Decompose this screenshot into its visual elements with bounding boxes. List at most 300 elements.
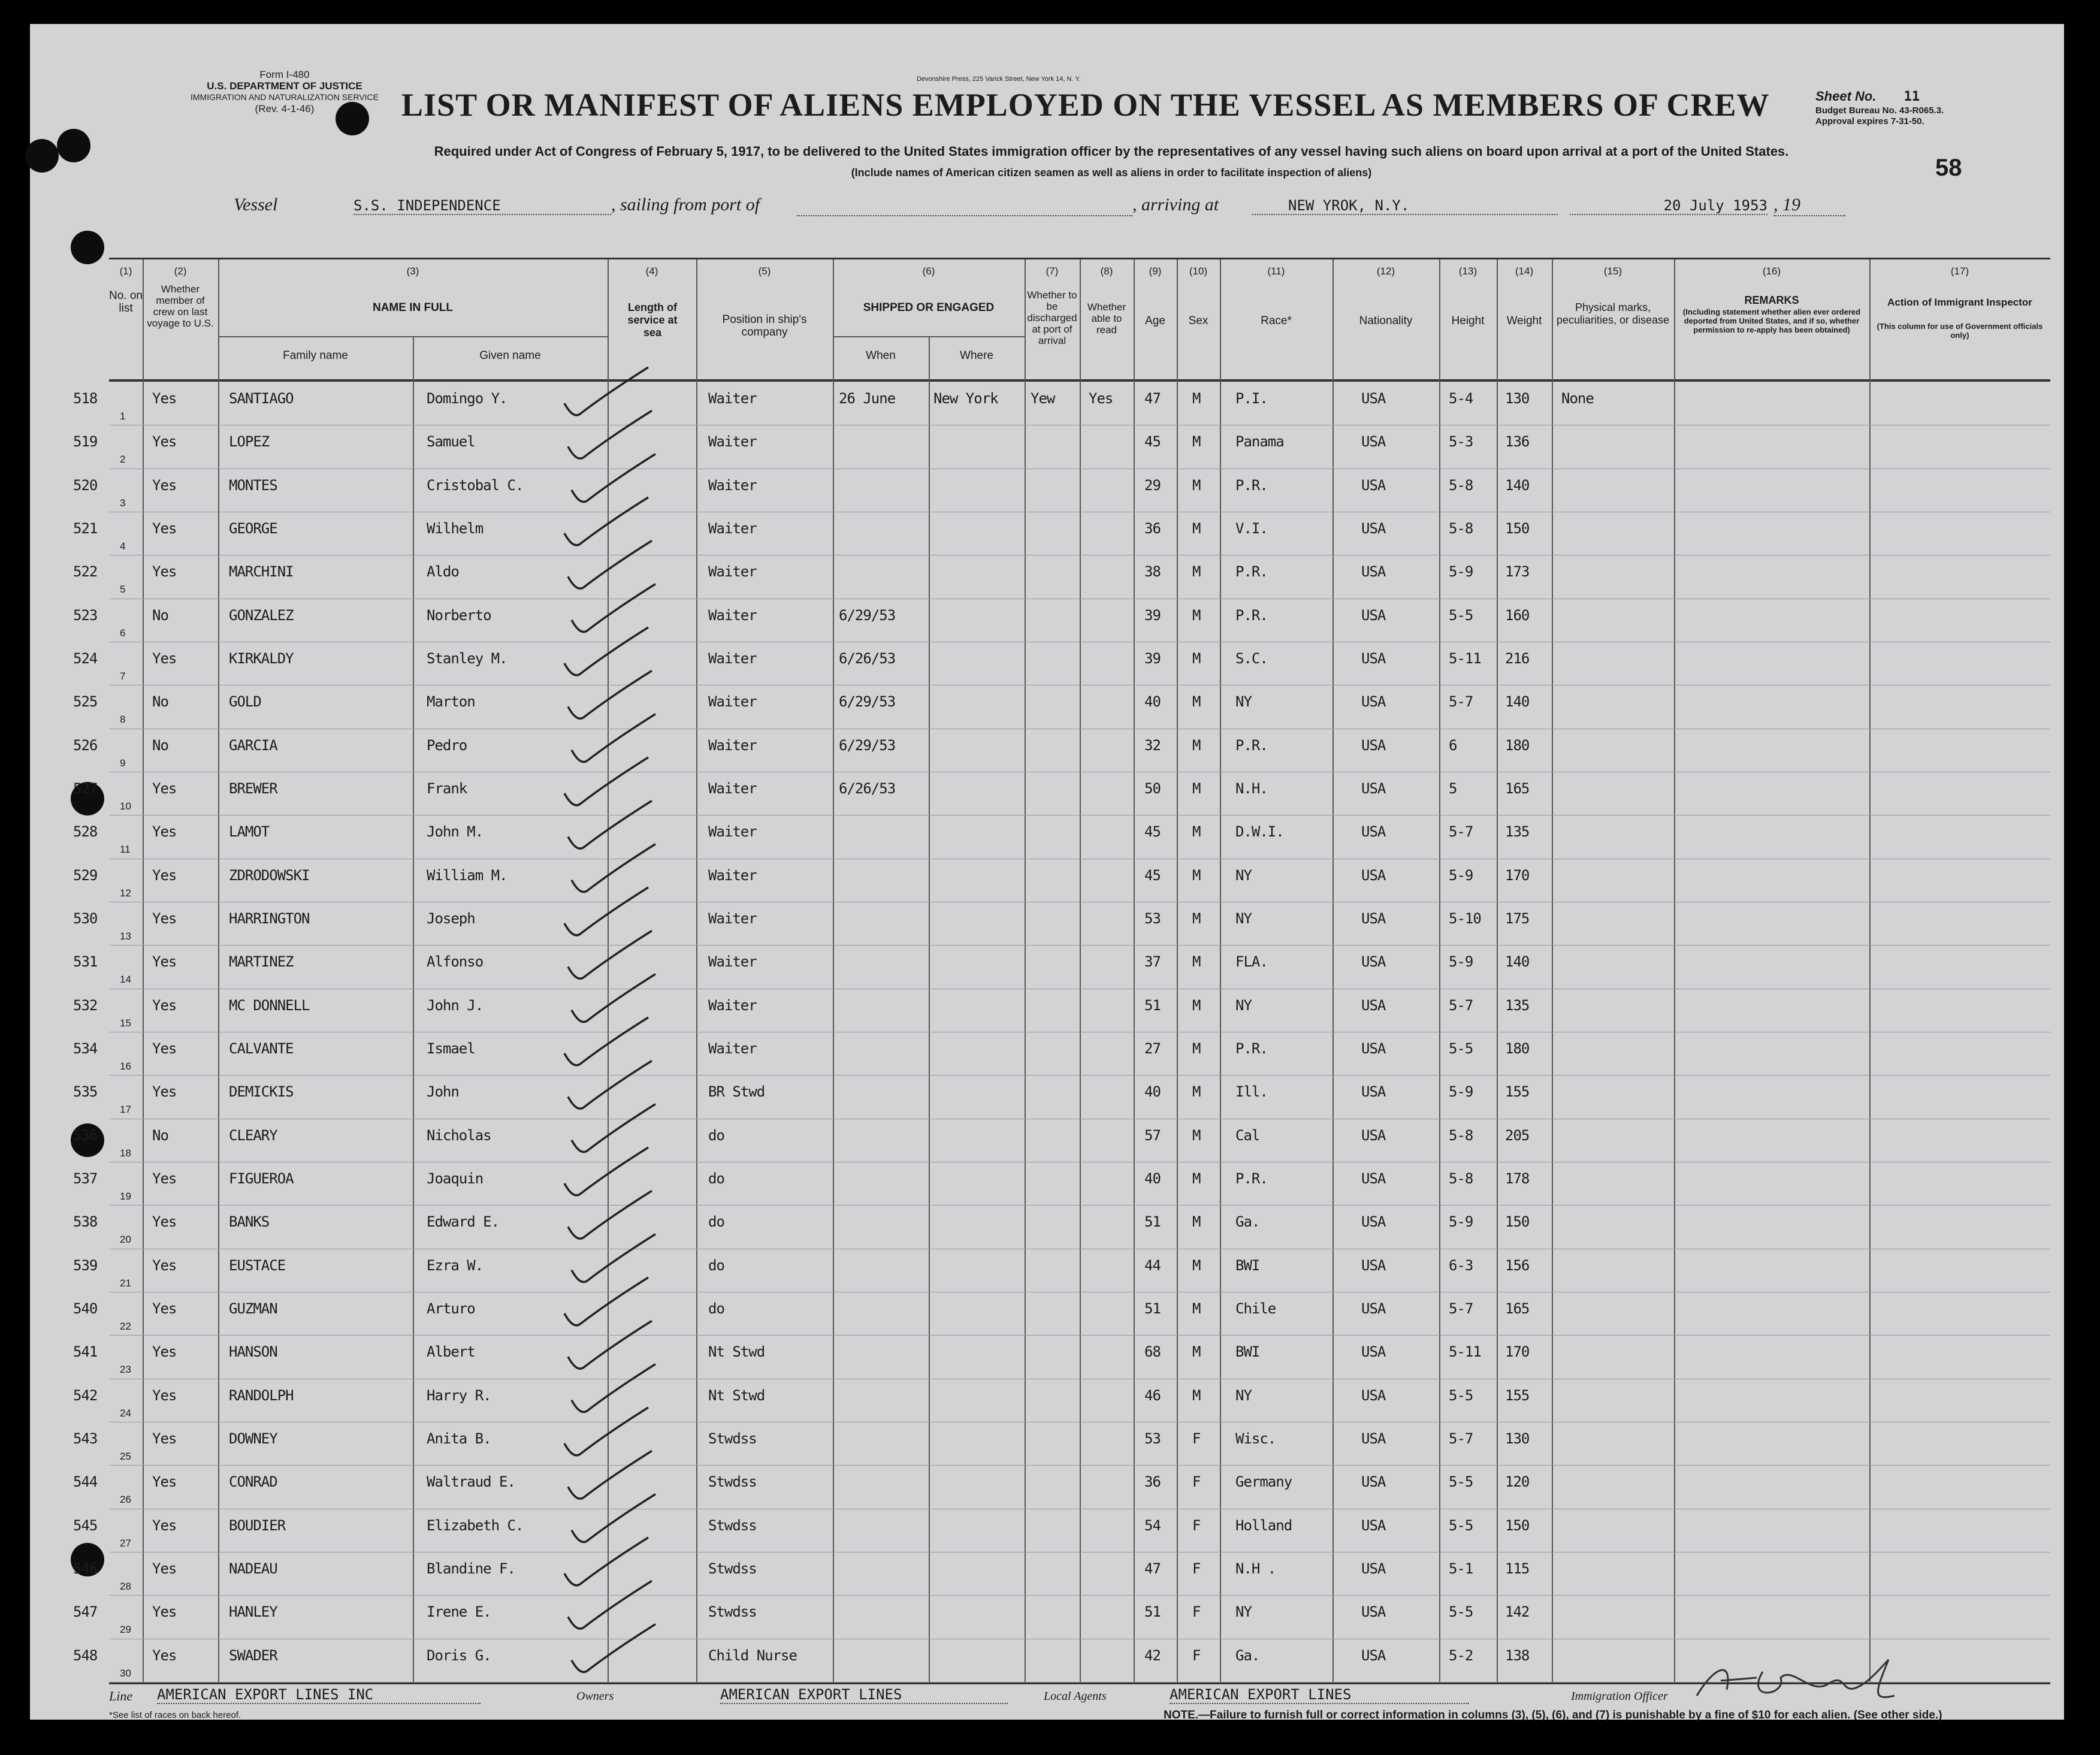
age: 46 [1144,1387,1161,1404]
crew-last-voyage: No [152,1126,168,1144]
line-number: 13 [120,931,131,942]
crew-last-voyage: Yes [152,563,177,581]
col-2-number: (2) [174,265,187,277]
family-name: GOLD [229,693,261,711]
height: 5-8 [1449,520,1473,537]
list-number: 539 [73,1256,98,1274]
crew-last-voyage: Yes [152,1473,177,1491]
position: Waiter [708,866,757,884]
line-number: 6 [120,627,126,639]
crew-last-voyage: Yes [152,650,177,667]
col-17-number: (17) [1950,265,1969,277]
arriving-port: NEW YROK, N.Y. [1252,197,1558,215]
nationality: USA [1361,1603,1386,1621]
list-number: 535 [73,1083,98,1101]
sex: F [1192,1473,1201,1491]
age: 68 [1144,1343,1161,1361]
weight: 150 [1505,520,1530,537]
shipped-when: 6/29/53 [839,693,896,711]
nationality: USA [1361,1560,1386,1577]
family-name: DOWNEY [229,1430,277,1447]
height: 5-9 [1449,953,1473,971]
crew-last-voyage: No [152,693,168,711]
nationality: USA [1361,996,1386,1014]
weight: 142 [1505,1603,1530,1621]
list-number: 521 [73,520,98,537]
table-row [73,555,2050,599]
weight: 165 [1505,1300,1530,1317]
table-row [73,1032,2050,1076]
line-number: 12 [120,887,131,899]
age: 51 [1144,1300,1161,1317]
col-9-label: Age [1145,315,1165,327]
family-name: EUSTACE [229,1256,286,1274]
height: 5-10 [1449,910,1481,927]
nationality: USA [1361,1040,1386,1057]
line-number: 16 [120,1061,131,1072]
line-number: 3 [120,497,126,509]
revision: (Rev. 4-1-46) [255,103,315,114]
age: 37 [1144,953,1161,971]
table-row [73,1379,2050,1422]
race: Germany [1235,1473,1292,1491]
position: Waiter [708,606,757,624]
col-7-label: Whether to be discharged at port of arrival [1027,289,1077,346]
table-row [73,1509,2050,1552]
subnote: (Include names of American citizen seamen as well as aliens in order to facilitate inspection of aliens) [851,167,1372,179]
age: 42 [1144,1647,1161,1664]
position: Waiter [708,390,757,407]
height: 5 [1449,780,1457,797]
age: 36 [1144,520,1161,537]
weight: 156 [1505,1256,1530,1274]
nationality: USA [1361,606,1386,624]
given-name: Aldo [427,563,459,581]
height: 5-3 [1449,433,1473,451]
table-row [73,902,2050,946]
table-row [73,859,2050,902]
race: P.R. [1235,606,1268,624]
race: NY [1235,996,1252,1014]
sex: M [1192,1213,1201,1231]
weight: 170 [1505,1343,1530,1361]
age: 40 [1144,693,1161,711]
age: 32 [1144,736,1161,754]
height: 5-1 [1449,1560,1473,1577]
position: Waiter [708,520,757,537]
line-number: 30 [120,1667,131,1679]
nationality: USA [1361,1343,1386,1361]
age: 47 [1144,1560,1161,1577]
crew-last-voyage: Yes [152,1256,177,1274]
given-name: John J. [427,996,484,1014]
height: 5-9 [1449,1213,1473,1231]
list-number: 527 [73,780,98,797]
family-name: MC DONNELL [229,996,310,1014]
line-number: 23 [120,1364,131,1376]
line-number: 20 [120,1234,131,1246]
table-row [73,425,2050,469]
age: 53 [1144,910,1161,927]
budget-info [1815,105,1944,127]
line-number: 2 [120,454,126,466]
list-number: 524 [73,650,98,667]
weight: 205 [1505,1126,1530,1144]
race: N.H. [1235,780,1268,797]
line-number: 19 [120,1191,131,1202]
list-number: 522 [73,563,98,581]
col-8-label: Whether able to read [1087,301,1126,336]
form-number: Form I-480 [259,69,310,80]
col-4-number: (4) [645,265,658,277]
col-12-label: Nationality [1359,315,1413,327]
given-name: Edward E. [427,1213,500,1231]
col-16-number: (16) [1762,265,1781,277]
sex: M [1192,866,1201,884]
age: 27 [1144,1040,1161,1057]
given-name: William M. [427,866,507,884]
discharge-flag: Yew [1031,390,1055,407]
weight: 155 [1505,1083,1530,1101]
shipped-when: 6/26/53 [839,650,896,667]
weight: 178 [1505,1170,1530,1187]
age: 54 [1144,1517,1161,1534]
line-number: 26 [120,1494,131,1506]
weight: 140 [1505,693,1530,711]
list-number: 545 [73,1517,98,1534]
height: 5-7 [1449,693,1473,711]
col-14-number: (14) [1515,265,1534,277]
col-1-number: (1) [119,265,132,277]
able-to-read: Yes [1089,390,1113,407]
height: 5-11 [1449,650,1481,667]
race: P.R. [1235,1040,1268,1057]
given-name: Ezra W. [427,1256,484,1274]
family-name: GONZALEZ [229,606,294,624]
sex: F [1192,1603,1201,1621]
list-number: 548 [73,1647,98,1664]
weight: 135 [1505,823,1530,841]
col-3-given-label: Given name [479,349,541,362]
crew-last-voyage: Yes [152,996,177,1014]
race: NY [1235,1603,1252,1621]
height: 5-5 [1449,1517,1473,1534]
family-name: HARRINGTON [229,910,310,927]
race: P.I. [1235,390,1268,407]
height: 5-7 [1449,823,1473,841]
family-name: GARCIA [229,736,277,754]
family-name: HANLEY [229,1603,277,1621]
position: Waiter [708,736,757,754]
line-number: 18 [120,1147,131,1159]
weight: 136 [1505,433,1530,451]
age: 38 [1144,563,1161,581]
crew-last-voyage: Yes [152,1647,177,1664]
given-name: Nicholas [427,1126,491,1144]
family-name: KIRKALDY [229,650,294,667]
crew-last-voyage: Yes [152,1040,177,1057]
list-number: 519 [73,433,98,451]
nationality: USA [1361,736,1386,754]
col-15-label: Physical marks, peculiarities, or disease [1556,301,1670,326]
budget-number: Budget Bureau No. 43-R065.3. [1815,105,1944,116]
list-number: 541 [73,1343,98,1361]
nationality: USA [1361,693,1386,711]
weight: 160 [1505,606,1530,624]
col-14-label: Weight [1506,315,1542,327]
shipped-where: New York [933,390,998,407]
sex: M [1192,1387,1201,1404]
table-row [73,1162,2050,1206]
list-number: 537 [73,1170,98,1187]
position: Waiter [708,563,757,581]
col-1-label: No. on list [109,289,143,315]
col-6-number: (6) [922,265,935,277]
age: 45 [1144,823,1161,841]
sex: M [1192,953,1201,971]
nationality: USA [1361,650,1386,667]
given-name: John M. [427,823,484,841]
family-name: SANTIAGO [229,390,294,407]
position: Waiter [708,476,757,494]
line-number: 28 [120,1581,131,1592]
position: Stwdss [708,1517,757,1534]
family-name: CALVANTE [229,1040,294,1057]
given-name: Marton [427,693,475,711]
given-name: Samuel [427,433,475,451]
given-name: Ismael [427,1040,475,1057]
race: Panama [1235,433,1284,451]
sex: M [1192,606,1201,624]
table-row [73,1465,2050,1509]
table-row [73,1335,2050,1379]
crew-last-voyage: Yes [152,866,177,884]
agents-value: AMERICAN EXPORT LINES [1170,1686,1469,1704]
sex: M [1192,520,1201,537]
nationality: USA [1361,563,1386,581]
table-row [73,1249,2050,1292]
nationality: USA [1361,520,1386,537]
position: Waiter [708,910,757,927]
table-row [73,1422,2050,1466]
crew-last-voyage: Yes [152,1213,177,1231]
crew-last-voyage: Yes [152,433,177,451]
table-row [73,469,2050,512]
shipped-when: 6/26/53 [839,780,896,797]
sailing-port [797,197,1132,216]
weight: 135 [1505,996,1530,1014]
table-row [73,1205,2050,1249]
age: 51 [1144,1213,1161,1231]
given-name: Arturo [427,1300,475,1317]
physical-marks: None [1561,390,1594,407]
nationality: USA [1361,1387,1386,1404]
form-info [186,69,383,114]
table-row [73,1119,2050,1162]
race: P.R. [1235,476,1268,494]
position: Stwdss [708,1603,757,1621]
table-row [73,642,2050,685]
race: Chile [1235,1300,1276,1317]
list-number: 538 [73,1213,98,1231]
sex: F [1192,1560,1201,1577]
line-label: Line [109,1688,133,1703]
sex: M [1192,1170,1201,1187]
line-number: 7 [120,670,126,682]
races-note: *See list of races on back hereof. [109,1710,241,1720]
race: N.H . [1235,1560,1276,1577]
crew-last-voyage: Yes [152,910,177,927]
position: do [708,1170,724,1187]
height: 5-5 [1449,1040,1473,1057]
weight: 170 [1505,866,1530,884]
nationality: USA [1361,1126,1386,1144]
list-number: 540 [73,1300,98,1317]
list-number: 520 [73,476,98,494]
position: Stwdss [708,1430,757,1447]
race: V.I. [1235,520,1268,537]
weight: 138 [1505,1647,1530,1664]
col-17-note: (This column for use of Government officials only) [1877,322,2043,340]
sex: M [1192,1083,1201,1101]
weight: 180 [1505,736,1530,754]
crew-last-voyage: Yes [152,953,177,971]
given-name: John [427,1083,459,1101]
crew-last-voyage: Yes [152,1560,177,1577]
age: 39 [1144,650,1161,667]
page-number: 58 [1935,155,1962,181]
col-17-label: Action of Immigrant Inspector [1887,297,2032,308]
crew-last-voyage: Yes [152,520,177,537]
weight: 155 [1505,1387,1530,1404]
race: NY [1235,866,1252,884]
family-name: MARTINEZ [229,953,294,971]
nationality: USA [1361,1473,1386,1491]
weight: 180 [1505,1040,1530,1057]
list-number: 542 [73,1387,98,1404]
printer-line: Devonshire Press, 225 Varick Street, New York 14, N. Y. [917,75,1081,83]
nationality: USA [1361,1647,1386,1664]
nationality: USA [1361,780,1386,797]
col-5-number: (5) [758,265,771,277]
position: do [708,1256,724,1274]
arrival-date: 20 July 1953 [1570,197,1767,215]
race: Ill. [1235,1083,1268,1101]
given-name: Alfonso [427,953,484,971]
table-row [73,512,2050,555]
line-number: 1 [120,410,126,422]
sex: M [1192,1300,1201,1317]
crew-last-voyage: Yes [152,1343,177,1361]
service: IMMIGRATION AND NATURALIZATION SERVICE [191,92,379,102]
age: 40 [1144,1083,1161,1101]
sheet-label: Sheet No. 11 [1815,89,1920,104]
nationality: USA [1361,1517,1386,1534]
family-name: ZDRODOWSKI [229,866,310,884]
height: 5-8 [1449,476,1473,494]
sex: M [1192,823,1201,841]
shipped-when: 6/29/53 [839,606,896,624]
family-name: DEMICKIS [229,1083,294,1101]
position: Waiter [708,1040,757,1057]
arriving-label: , arriving at [1132,195,1219,215]
punch-hole [71,231,104,264]
family-name: MONTES [229,476,277,494]
family-name: FIGUEROA [229,1170,294,1187]
race: P.R. [1235,736,1268,754]
table-row [73,1595,2050,1639]
race: S.C. [1235,650,1268,667]
line-number: 9 [120,757,126,769]
height: 5-5 [1449,606,1473,624]
race: P.R. [1235,1170,1268,1187]
list-number: 534 [73,1040,98,1057]
age: 44 [1144,1256,1161,1274]
family-name: GEORGE [229,520,277,537]
crew-last-voyage: Yes [152,780,177,797]
penalty-note: NOTE.—Failure to furnish full or correct information in columns (3), (5), (6), and (7) is punishable by a fine of $10 for each alien. (See other side.) [1164,1709,1942,1721]
given-name: Pedro [427,736,467,754]
weight: 140 [1505,476,1530,494]
vessel-line [234,195,1887,221]
table-row [73,945,2050,989]
given-name: Waltraud E. [427,1473,515,1491]
age: 45 [1144,866,1161,884]
list-number: 547 [73,1603,98,1621]
position: Stwdss [708,1560,757,1577]
weight: 175 [1505,910,1530,927]
table-row [73,382,2050,425]
age: 51 [1144,996,1161,1014]
crew-last-voyage: No [152,606,168,624]
sex: M [1192,1040,1201,1057]
height: 6 [1449,736,1457,754]
sex: M [1192,910,1201,927]
family-name: MARCHINI [229,563,294,581]
position: Waiter [708,996,757,1014]
height: 5-9 [1449,1083,1473,1101]
line-number: 10 [120,801,131,812]
table-row [73,1075,2050,1119]
col-4-label: Length of service at sea [627,301,678,339]
nationality: USA [1361,1300,1386,1317]
nationality: USA [1361,1083,1386,1101]
sex: M [1192,390,1201,407]
given-name: Elizabeth C. [427,1517,524,1534]
line-number: 15 [120,1017,131,1029]
list-number: 529 [73,866,98,884]
col-6-where-label: Where [960,349,993,362]
age: 40 [1144,1170,1161,1187]
line-number: 24 [120,1407,131,1419]
table-row [73,1292,2050,1336]
age: 53 [1144,1430,1161,1447]
nationality: USA [1361,823,1386,841]
agents-label: Local Agents [1044,1690,1107,1703]
given-name: Doris G. [427,1647,491,1664]
table-row [73,772,2050,815]
table-row [73,599,2050,642]
height: 5-9 [1449,866,1473,884]
height: 5-8 [1449,1126,1473,1144]
position: do [708,1126,724,1144]
race: FLA. [1235,953,1268,971]
sex: M [1192,1126,1201,1144]
weight: 173 [1505,563,1530,581]
weight: 150 [1505,1213,1530,1231]
position: BR Stwd [708,1083,765,1101]
height: 5-9 [1449,563,1473,581]
